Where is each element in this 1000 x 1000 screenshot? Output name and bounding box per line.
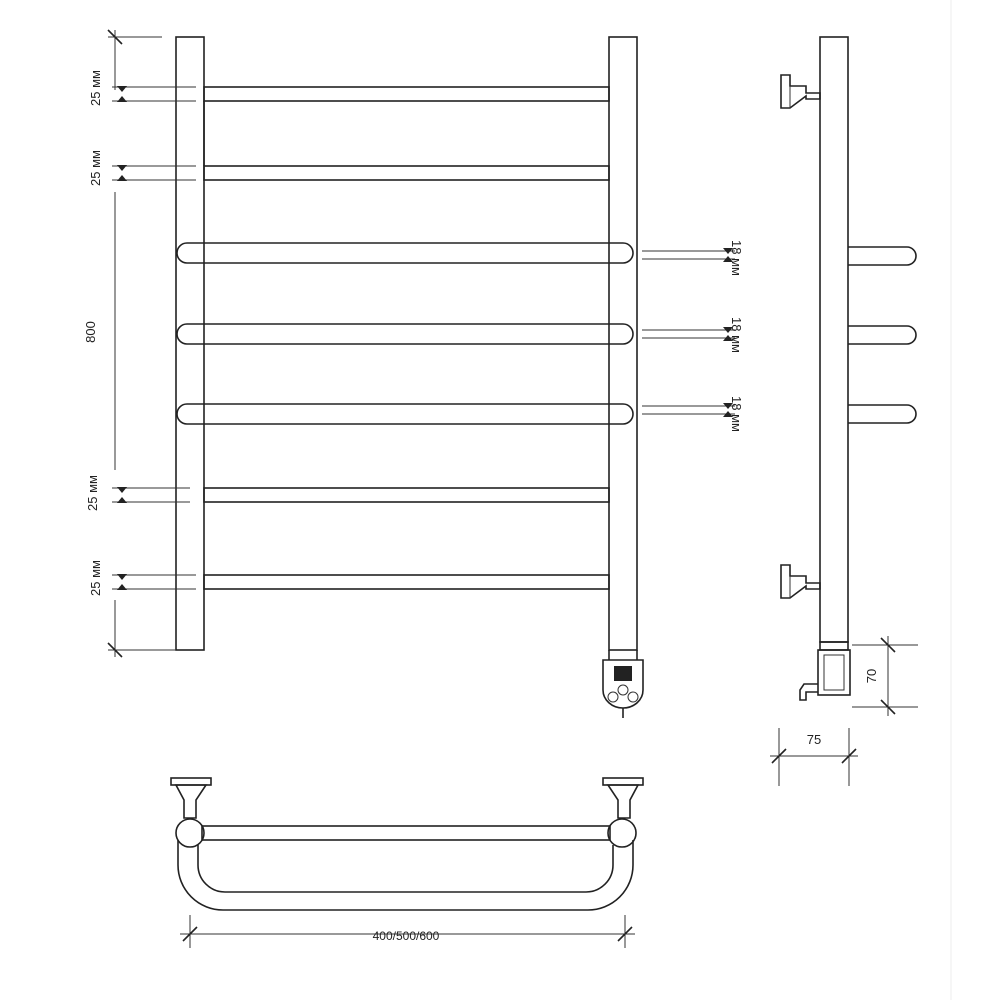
towel-bar-callout (642, 240, 744, 276)
towel-bar-profile (848, 247, 916, 265)
rung-gap-label: 25 мм (85, 475, 100, 511)
rung-gap-callout (88, 70, 196, 106)
heater-depth-dimension (770, 728, 858, 786)
top-rung (202, 826, 610, 840)
towel-bar-label: 18 мм (729, 396, 744, 432)
top-view (171, 778, 643, 948)
heater-controller (603, 650, 643, 718)
front-view (83, 30, 744, 718)
towel-bar (177, 324, 633, 344)
control-button-icon (608, 692, 618, 702)
rung (204, 87, 609, 101)
top-towel-bar-outer (178, 840, 633, 910)
rung-gap-callout (88, 150, 196, 186)
side-post (820, 37, 848, 642)
top-mount (171, 778, 211, 818)
towel-bar-profile (848, 326, 916, 344)
towel-bar-callout (642, 396, 744, 432)
top-towel-bar-inner (198, 845, 613, 892)
rung (204, 575, 609, 589)
heater-height-label: 70 (864, 668, 879, 684)
towel-bar-label: 18 мм (729, 240, 744, 276)
towel-bar-profile (848, 405, 916, 423)
top-mount (603, 778, 643, 818)
heater-height-dimension (852, 636, 918, 716)
display-icon (614, 666, 632, 681)
wall-bracket (781, 565, 820, 598)
width-label: 400/500/600 (372, 929, 440, 943)
heater-block (800, 642, 850, 700)
post-section (608, 819, 636, 847)
wall-bracket (781, 75, 820, 108)
heater-depth-label: 75 (806, 732, 822, 747)
side-view (770, 37, 918, 786)
control-button-icon (628, 692, 638, 702)
height-label: 800 (83, 321, 98, 343)
towel-bar (177, 404, 633, 424)
towel-bar-callout (642, 317, 744, 353)
rung-gap-label: 25 мм (88, 70, 103, 106)
post-section (176, 819, 204, 847)
control-button-icon (618, 685, 628, 695)
rung (204, 488, 609, 502)
towel-bar-label: 18 мм (729, 317, 744, 353)
rung (204, 166, 609, 180)
rung-gap-label: 25 мм (88, 560, 103, 596)
rung-gap-callout (85, 475, 190, 511)
rung-gap-label: 25 мм (88, 150, 103, 186)
width-dimension (180, 915, 635, 948)
rung-gap-callout (88, 560, 196, 596)
towel-bar (177, 243, 633, 263)
